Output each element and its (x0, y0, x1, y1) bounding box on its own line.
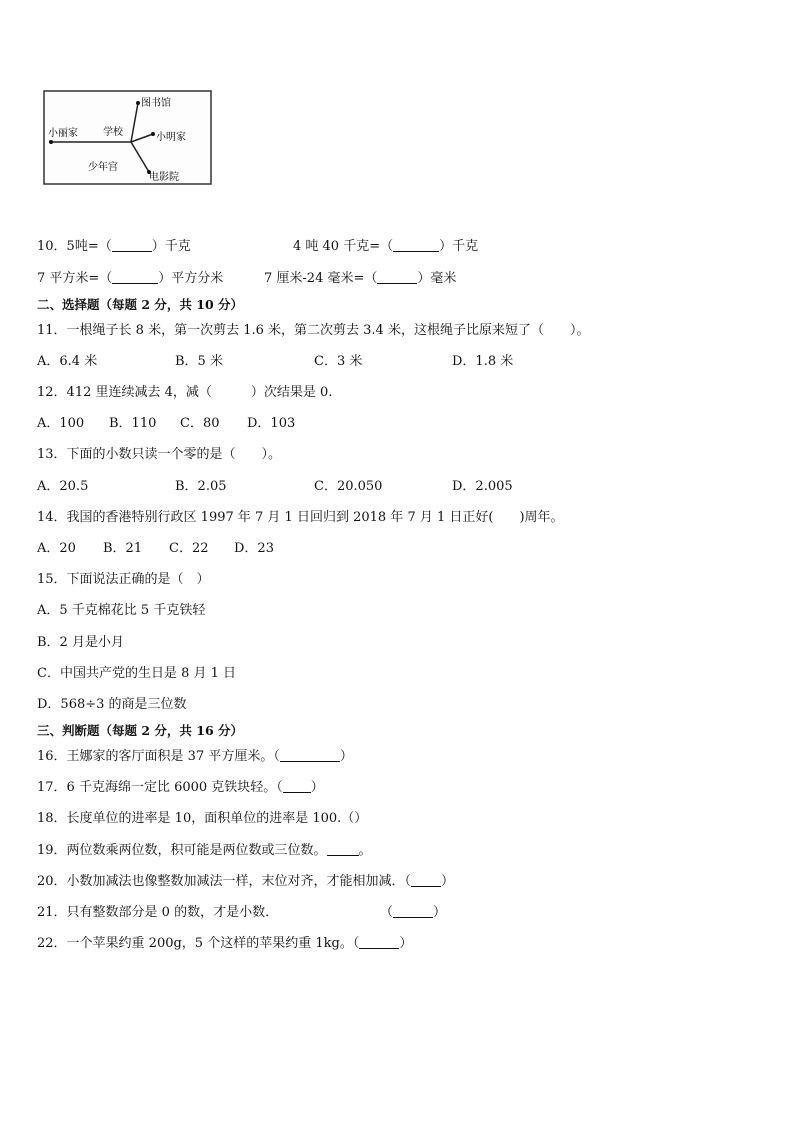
q15-option-c[interactable]: C．中国共产党的生日是 8 月 1 日 (37, 666, 237, 681)
q22 (37, 935, 412, 953)
q19-text: 19．两位数乘两位数，积可能是两位数或三位数。 (37, 843, 327, 858)
q10-row2 (37, 270, 223, 288)
q10d-right: ）毫米 (417, 271, 457, 286)
q15-option-b[interactable]: B．2 月是小月 (37, 635, 124, 650)
q10a-right: ）千克 (151, 239, 191, 254)
q21-answer (380, 904, 446, 922)
q22-close: ） (399, 936, 413, 951)
q11-option-d[interactable]: D．1.8 米 (452, 354, 514, 369)
q21-text: 21．只有整数部分是 0 的数，才是小数． (37, 905, 279, 920)
q15-stem: 15．下面说法正确的是（ ） (37, 572, 210, 587)
q11-stem: 11．一根绳子长 8 米，第一次剪去 1.6 米，第二次剪去 3.4 米，这根绳子比原来短了（ ）。 (37, 323, 590, 338)
q10a-blank[interactable] (112, 239, 152, 252)
q21 (37, 904, 278, 922)
q14-option-b[interactable]: B．21 (103, 541, 143, 556)
q14-option-c[interactable]: C．22 (169, 541, 209, 556)
q22-text: 22．一个苹果约重 200g，5 个这样的苹果约重 1kg。（ (37, 936, 360, 951)
q11-option-c[interactable]: C．3 米 (314, 354, 363, 369)
q14-stem: 14．我国的香港特别行政区 1997 年 7 月 1 日回归到 2018 年 7 月 1 日正好( )周年。 (37, 510, 564, 525)
label-school: 学校 (103, 127, 123, 138)
q12-option-b[interactable]: B．110 (109, 416, 157, 431)
q21-close: ） (433, 905, 447, 920)
q16-close: ） (339, 749, 353, 764)
q12-option-a[interactable]: A．100 (37, 416, 85, 431)
q19 (37, 842, 372, 860)
q10-row1b (293, 238, 478, 256)
map-figure (43, 90, 213, 186)
q19-end: 。 (358, 843, 372, 858)
q10c-left: 7 平方米=（ (37, 271, 113, 286)
label-xiaoli-home: 小丽家 (48, 128, 78, 139)
label-cinema: 电影院 (149, 172, 179, 183)
q17 (37, 779, 324, 797)
dot-library (136, 101, 140, 105)
label-xiaoming-home: 小明家 (156, 132, 186, 143)
q18: 18．长度单位的进率是 10，面积单位的进率是 100.（） (37, 811, 368, 826)
label-library: 图书馆 (141, 98, 171, 109)
q21-blank[interactable] (393, 905, 433, 918)
q11-option-a[interactable]: A．6.4 米 (37, 354, 98, 369)
q14-option-d[interactable]: D．23 (234, 541, 274, 556)
q13-option-d[interactable]: D．2.005 (452, 479, 513, 494)
q20 (37, 873, 454, 891)
q16 (37, 748, 353, 766)
q14-option-a[interactable]: A．20 (37, 541, 76, 556)
q11-option-b[interactable]: B．5 米 (175, 354, 223, 369)
dot-xiaoli (49, 140, 53, 144)
q10c-right: ）平方分米 (158, 271, 224, 286)
q10-row2b (264, 270, 456, 288)
q10d-blank[interactable] (377, 271, 417, 284)
section2-title: 二、选择题（每题 2 分，共 10 分） (37, 297, 244, 312)
q10c-blank[interactable] (112, 271, 158, 284)
q13-option-a[interactable]: A．20.5 (37, 479, 89, 494)
q16-text: 16．王娜家的客厅面积是 37 平方厘米。（ (37, 749, 280, 764)
q22-blank[interactable] (359, 936, 399, 949)
q15-option-d[interactable]: D．568÷3 的商是三位数 (37, 697, 187, 712)
q10b-right: ）千克 (439, 239, 479, 254)
q17-close: ） (310, 780, 324, 795)
q15-option-a[interactable]: A．5 千克棉花比 5 千克铁轻 (37, 603, 206, 618)
q21-open: （ (380, 905, 394, 920)
q20-text: 20．小数加减法也像整数加减法一样，末位对齐，才能相加减．（ (37, 874, 412, 889)
map-diagram (43, 90, 213, 186)
q12-option-d[interactable]: D．103 (247, 416, 296, 431)
q10b-left: 4 吨 40 千克=（ (293, 239, 394, 254)
q10a-left: 10．5吨=（ (37, 239, 112, 254)
q13-option-b[interactable]: B．2.05 (175, 479, 227, 494)
section3-title: 三、判断题（每题 2 分，共 16 分） (37, 723, 244, 738)
q12-stem: 12．412 里连续减去 4，减（ ）次结果是 0. (37, 385, 333, 400)
q13-option-c[interactable]: C．20.050 (314, 479, 383, 494)
q19-blank[interactable] (327, 843, 359, 856)
q16-blank[interactable] (280, 749, 340, 762)
q10-row1 (37, 238, 191, 256)
dot-xiaoming (151, 132, 155, 136)
q17-text: 17．6 千克海绵一定比 6000 克铁块轻。（ (37, 780, 283, 795)
q10d-left: 7 厘米-24 毫米=（ (264, 271, 378, 286)
q10b-blank[interactable] (393, 239, 439, 252)
q20-close: ） (441, 874, 455, 889)
q12-option-c[interactable]: C．80 (180, 416, 220, 431)
q13-stem: 13．下面的小数只读一个零的是（ ）。 (37, 447, 282, 462)
q17-blank[interactable] (283, 780, 311, 793)
q20-blank[interactable] (411, 874, 441, 887)
label-youth-palace: 少年宫 (88, 162, 118, 173)
